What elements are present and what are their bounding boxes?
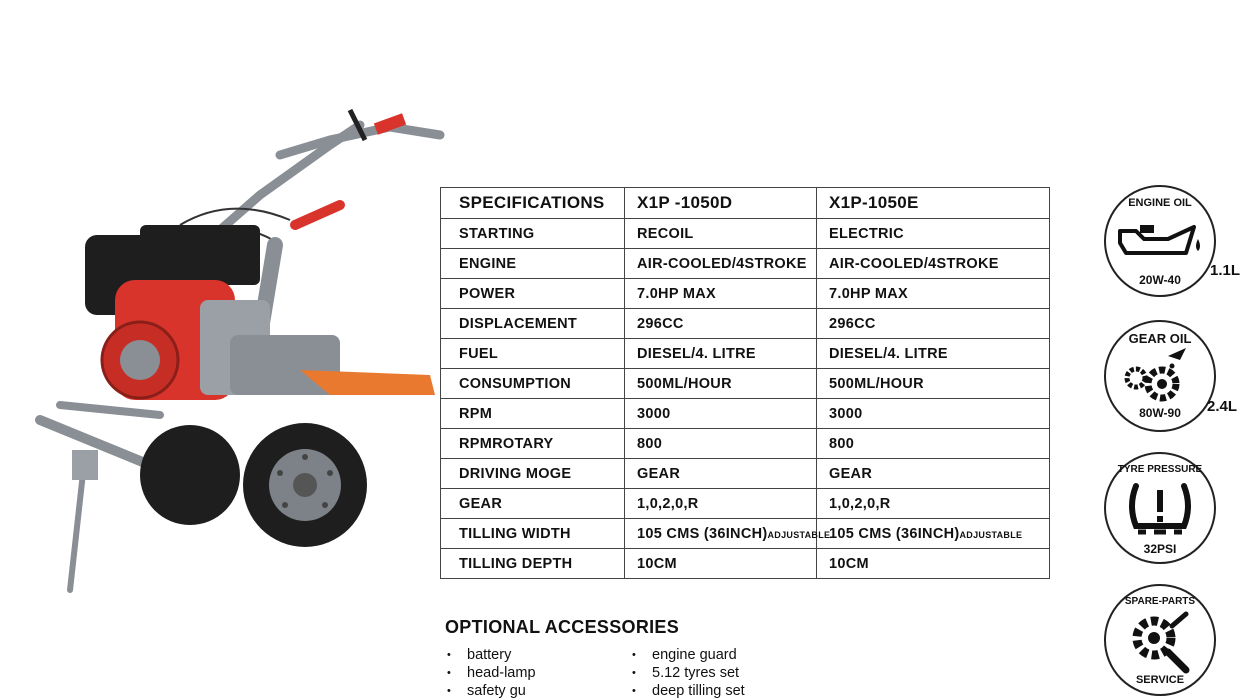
spec-value: ELECTRIC — [829, 225, 904, 242]
spec-value-cell — [625, 339, 817, 369]
spec-value: AIR-COOLED/4STROKE — [829, 255, 999, 272]
spec-value: 105 CMS (36INCH) — [637, 525, 768, 542]
table-row — [441, 489, 1050, 519]
spec-value-cell — [625, 459, 817, 489]
spec-value: 3000 — [829, 405, 863, 422]
spec-value: 10CM — [829, 555, 869, 572]
spec-value: 296CC — [637, 315, 684, 332]
engine-oil-value: 1.1L — [1210, 262, 1241, 279]
spec-value: 10CM — [637, 555, 677, 572]
table-row — [441, 519, 1050, 549]
list-item: • engine guard — [630, 646, 745, 664]
spec-value-cell — [625, 489, 817, 519]
table-row — [441, 459, 1050, 489]
spec-label-cell: POWER — [441, 279, 625, 309]
list-item: • safety gu — [445, 682, 536, 700]
spec-label-cell: GEAR — [441, 489, 625, 519]
accessories-list-left — [445, 646, 536, 700]
spec-value-cell — [817, 399, 1050, 429]
spec-label-cell: STARTING — [441, 219, 625, 249]
spec-value: 500ML/HOUR — [637, 375, 732, 392]
spec-value-cell — [625, 369, 817, 399]
spec-value-cell — [817, 459, 1050, 489]
spec-value: 296CC — [829, 315, 876, 332]
spec-value: 800 — [637, 435, 663, 452]
spec-label-cell: RPM — [441, 399, 625, 429]
spec-label-cell: DISPLACEMENT — [441, 309, 625, 339]
table-row — [441, 399, 1050, 429]
spec-value: 1,0,2,0,R — [637, 495, 699, 512]
badge-title: SPARE-PARTS — [1124, 596, 1196, 607]
spec-value: 3000 — [637, 405, 671, 422]
spec-value-cell — [625, 429, 817, 459]
engine-oil-badge — [1104, 185, 1216, 297]
spec-value: DIESEL/4. LITRE — [637, 345, 756, 362]
spec-value-cell — [817, 549, 1050, 579]
spec-value-cell — [625, 399, 817, 429]
table-row — [441, 549, 1050, 579]
spec-label-cell: ENGINE — [441, 249, 625, 279]
table-row — [441, 309, 1050, 339]
spec-value-cell — [817, 429, 1050, 459]
table-row — [441, 249, 1050, 279]
tyre-pressure-badge — [1104, 452, 1216, 564]
spec-value-cell — [625, 549, 817, 579]
accessories-list-right — [630, 646, 745, 700]
product-image-tiller — [30, 95, 450, 605]
table-header-cell: SPECIFICATIONS — [441, 188, 625, 219]
spec-value-suffix: ADJUSTABLE — [767, 529, 831, 540]
spec-value: 1,0,2,0,R — [829, 495, 891, 512]
gear-oil-value: 2.4L — [1207, 398, 1238, 415]
spec-label-cell: CONSUMPTION — [441, 369, 625, 399]
spec-value: AIR-COOLED/4STROKE — [637, 255, 807, 272]
spec-value-cell — [817, 279, 1050, 309]
spec-value: 7.0HP MAX — [637, 285, 716, 302]
spec-value-cell — [817, 489, 1050, 519]
spec-label-cell: TILLING WIDTH — [441, 519, 625, 549]
badge-spec: 80W-90 — [1139, 406, 1181, 420]
badge-spec: 32PSI — [1143, 542, 1177, 556]
spec-label-cell: FUEL — [441, 339, 625, 369]
table-row — [441, 219, 1050, 249]
spec-value-cell — [817, 369, 1050, 399]
list-item: • head-lamp — [445, 664, 536, 682]
spec-value-cell — [817, 249, 1050, 279]
spec-value-cell — [625, 309, 817, 339]
spec-value-cell — [625, 519, 831, 549]
table-row — [441, 339, 1050, 369]
specifications-table-body — [441, 219, 1050, 579]
spec-value-cell — [817, 219, 1050, 249]
spec-value: GEAR — [829, 465, 873, 482]
spare-parts-badge — [1104, 584, 1216, 696]
spec-label-cell: RPMROTARY — [441, 429, 625, 459]
gear-oil-badge — [1104, 320, 1216, 432]
spec-value-cell — [817, 339, 1050, 369]
table-row — [441, 369, 1050, 399]
spec-value-cell — [625, 279, 817, 309]
table-header-cell: X1P -1050D — [625, 188, 817, 219]
spec-value-cell — [625, 219, 817, 249]
badge-spec: SERVICE — [1135, 674, 1185, 686]
spec-value: 105 CMS (36INCH) — [829, 525, 960, 542]
badge-spec: 20W-40 — [1139, 273, 1181, 287]
list-item: • battery — [445, 646, 536, 664]
table-row — [441, 429, 1050, 459]
spec-value-cell — [817, 519, 1050, 549]
spec-value: 500ML/HOUR — [829, 375, 924, 392]
specifications-table — [440, 187, 1050, 579]
table-header-cell: X1P-1050E — [817, 188, 1050, 219]
spec-label-cell: TILLING DEPTH — [441, 549, 625, 579]
spec-value-suffix: ADJUSTABLE — [959, 529, 1023, 540]
list-item: • deep tilling set — [630, 682, 745, 700]
badge-title: GEAR OIL — [1128, 331, 1192, 346]
spec-label-cell: DRIVING MOGE — [441, 459, 625, 489]
table-row — [441, 279, 1050, 309]
spec-value: GEAR — [637, 465, 681, 482]
list-item: • 5.12 tyres set — [630, 664, 745, 682]
badge-title: ENGINE OIL — [1128, 197, 1192, 209]
spec-value: 800 — [829, 435, 855, 452]
spec-value: RECOIL — [637, 225, 694, 242]
badge-title: TYRE PRESSURE — [1117, 464, 1203, 475]
spec-value: 7.0HP MAX — [829, 285, 908, 302]
spec-value-cell — [625, 249, 817, 279]
table-header-row — [441, 188, 1050, 219]
spec-value-cell — [817, 309, 1050, 339]
accessories-title: OPTIONAL ACCESSORIES — [445, 617, 680, 637]
spec-value: DIESEL/4. LITRE — [829, 345, 948, 362]
